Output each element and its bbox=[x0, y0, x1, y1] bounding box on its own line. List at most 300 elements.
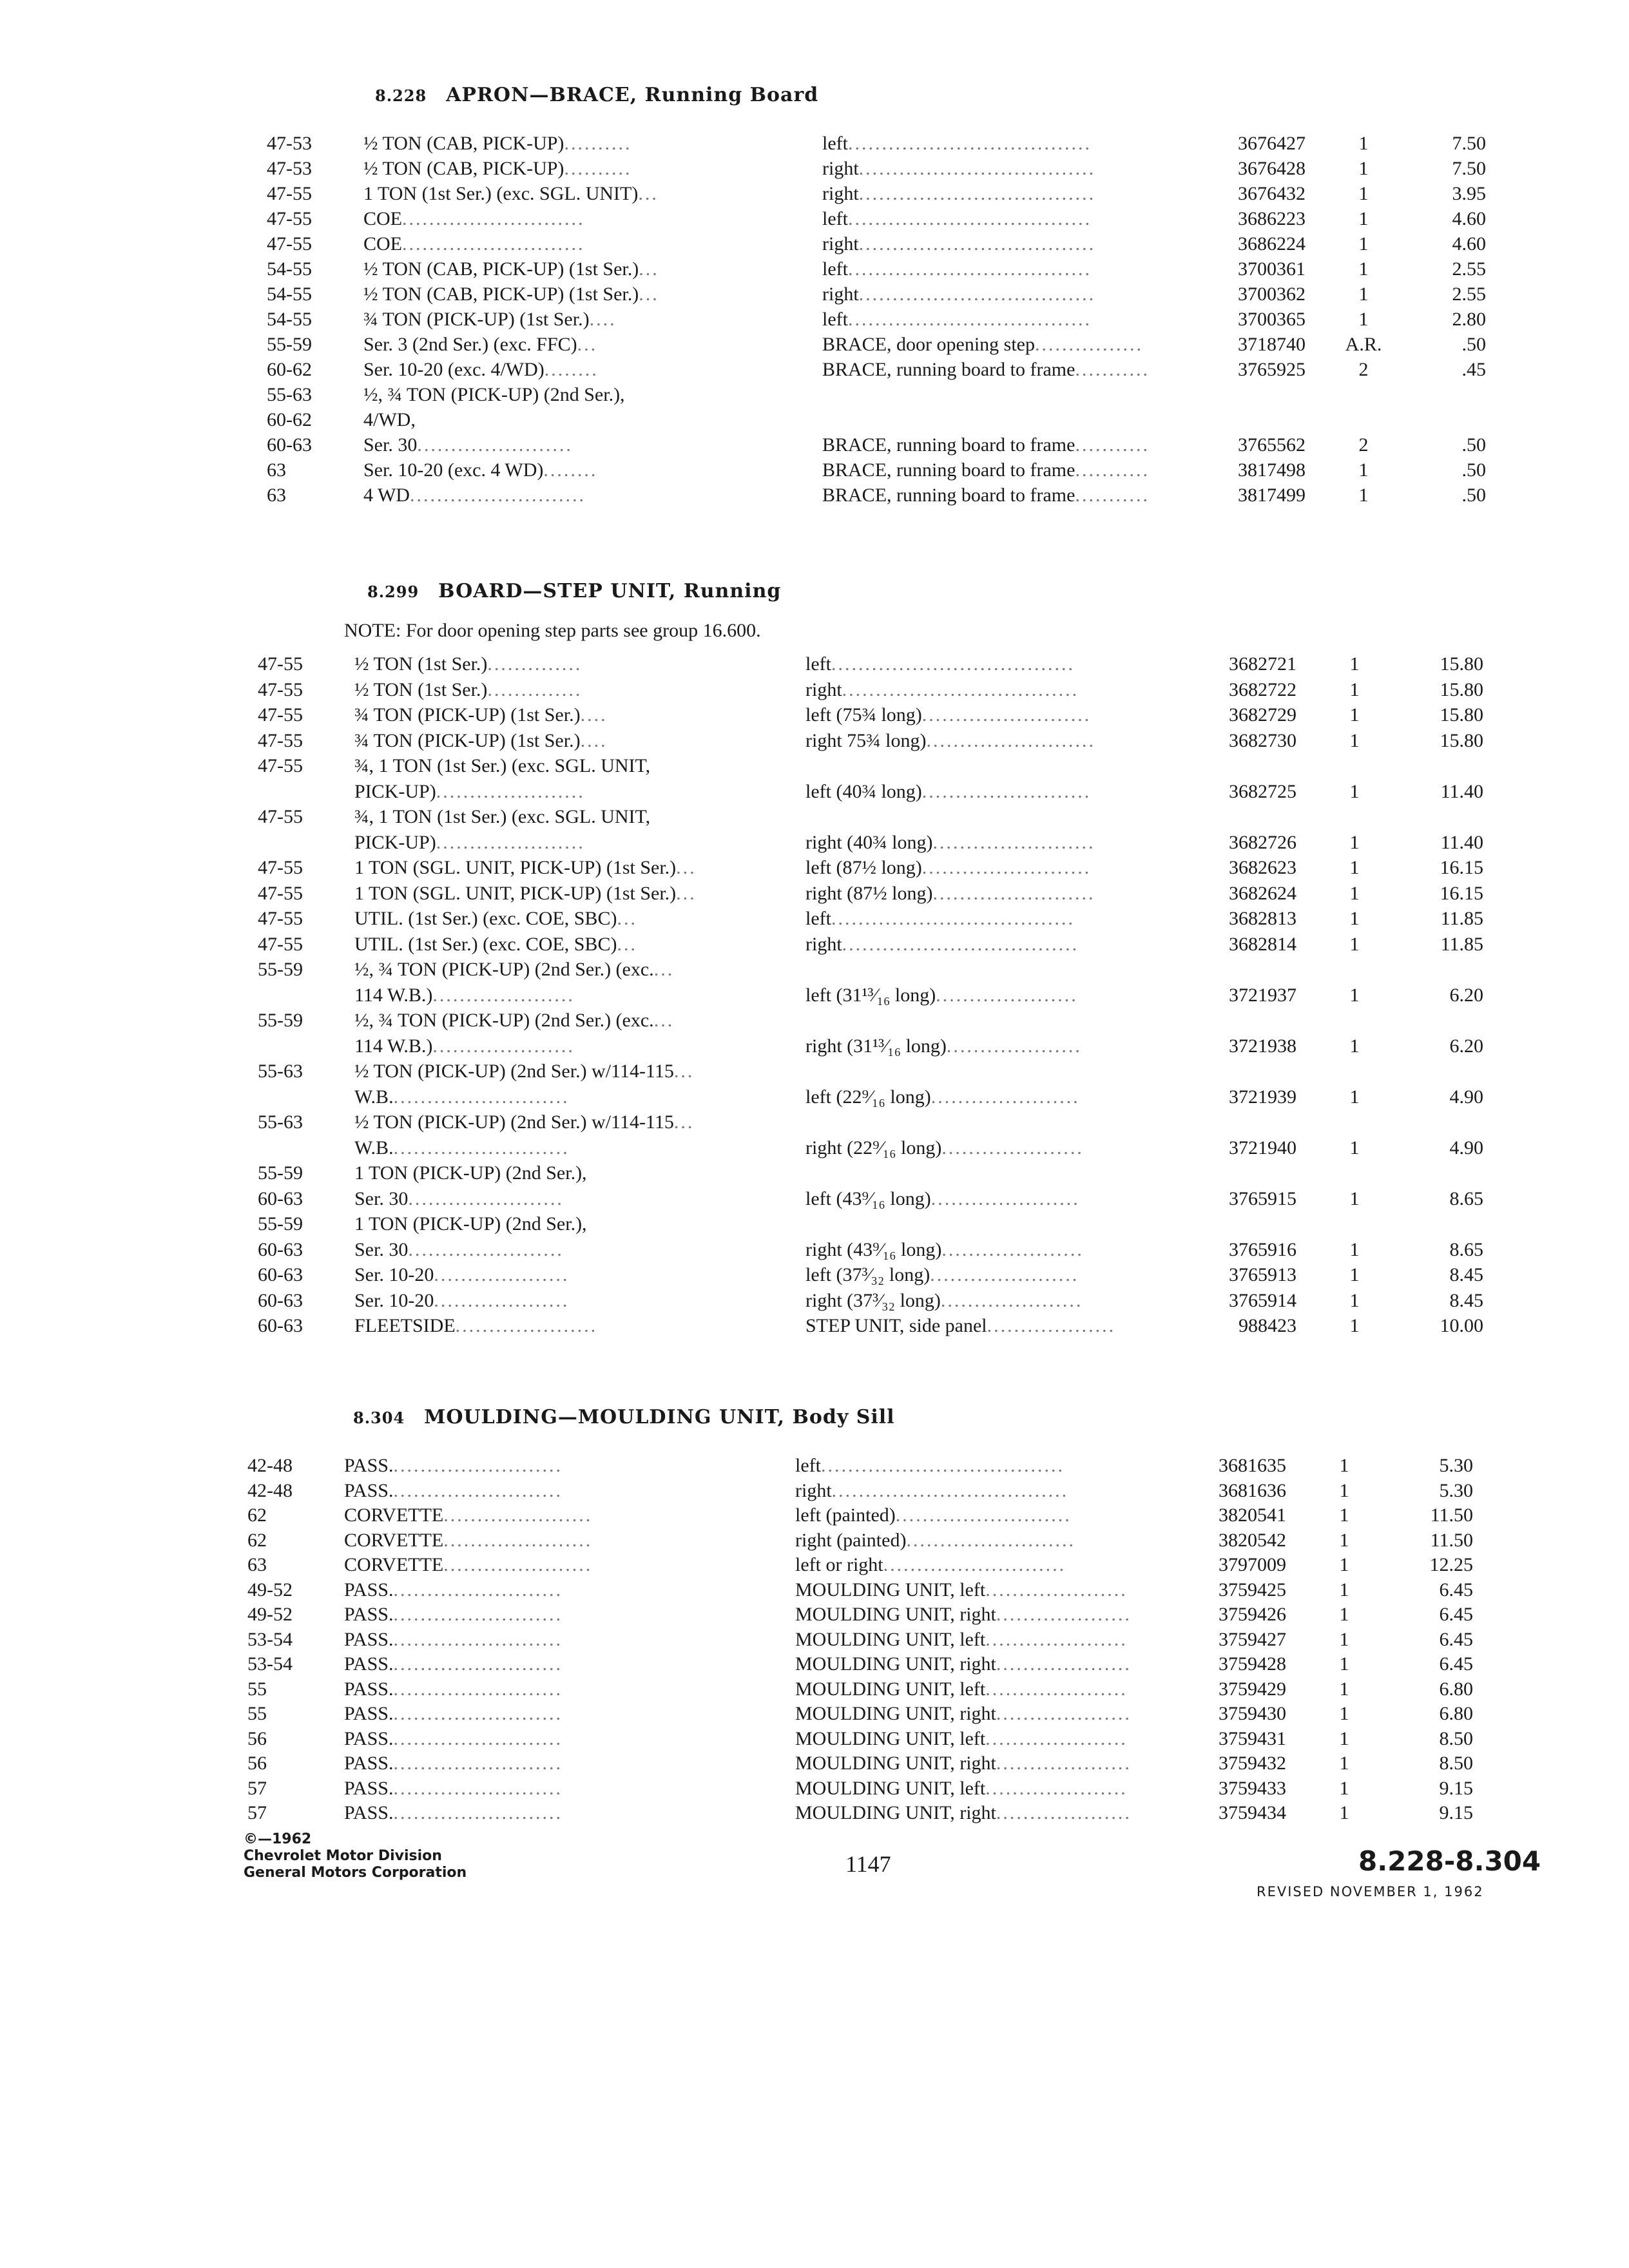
price-cell: 4.90 bbox=[1449, 1137, 1483, 1158]
leader-dots: .................... bbox=[996, 1753, 1132, 1774]
part-number-cell: 3820542 bbox=[1219, 1529, 1286, 1551]
part-number-cell: 3682624 bbox=[1229, 882, 1296, 904]
leader-dots: ........................... bbox=[402, 208, 585, 229]
part-number-cell: 3759430 bbox=[1219, 1703, 1286, 1724]
table-row bbox=[258, 1314, 1482, 1338]
quantity-cell: 1 bbox=[1339, 1653, 1349, 1675]
price-cell: 11.40 bbox=[1440, 831, 1483, 853]
leader-dots: ................................... bbox=[858, 284, 1096, 305]
table-row bbox=[258, 907, 1482, 931]
model-cell: COE........................... bbox=[363, 208, 585, 229]
part-number-cell: 3721940 bbox=[1229, 1137, 1296, 1158]
table-row bbox=[247, 1628, 1472, 1652]
years-cell: 47-55 bbox=[258, 755, 303, 776]
leader-dots: .... bbox=[589, 309, 617, 330]
leader-dots: ..................... bbox=[985, 1777, 1128, 1799]
model-cell: Ser. 30....................... bbox=[354, 1187, 564, 1209]
leader-dots: ... bbox=[639, 258, 659, 280]
leader-dots: ..................... bbox=[985, 1579, 1128, 1600]
description-cell: left.................................... bbox=[805, 908, 1075, 929]
leader-dots: .................................... bbox=[847, 208, 1092, 229]
description-cell: right (31¹³⁄₁₆ long).................... bbox=[805, 1035, 1082, 1057]
part-number-cell: 3765562 bbox=[1238, 434, 1306, 456]
description-cell: left or right........................... bbox=[795, 1554, 1066, 1575]
price-cell: 9.15 bbox=[1439, 1777, 1473, 1799]
description-cell: MOULDING UNIT, right.................... bbox=[795, 1802, 1132, 1823]
section-number: 8.304 bbox=[353, 1408, 405, 1427]
price-cell: 11.85 bbox=[1440, 933, 1483, 955]
part-number-cell: 3759431 bbox=[1219, 1727, 1286, 1749]
leader-dots: ..................... bbox=[455, 1315, 598, 1336]
leader-dots: .................................... bbox=[820, 1455, 1065, 1476]
quantity-cell: 1 bbox=[1349, 1238, 1360, 1260]
leader-dots: ... bbox=[577, 334, 598, 355]
model-cell: ½ TON (CAB, PICK-UP) (1st Ser.)... bbox=[363, 258, 659, 280]
table-row bbox=[258, 1110, 1482, 1135]
part-number-cell: 3700362 bbox=[1238, 284, 1306, 305]
section-number: 8.299 bbox=[367, 582, 419, 601]
leader-dots: .................... bbox=[996, 1604, 1132, 1625]
leader-dots: ..................... bbox=[985, 1678, 1128, 1700]
quantity-cell: 1 bbox=[1339, 1753, 1349, 1774]
part-number-cell: 3681636 bbox=[1219, 1479, 1286, 1501]
part-number-cell: 3682623 bbox=[1229, 857, 1296, 878]
table-row bbox=[267, 383, 1491, 407]
leader-dots: ......................... bbox=[393, 1753, 563, 1774]
table-row bbox=[258, 678, 1482, 702]
leader-dots: ................................... bbox=[858, 233, 1096, 255]
years-cell: 60-63 bbox=[258, 1187, 303, 1209]
model-cell: PASS.......................... bbox=[344, 1703, 563, 1724]
leader-dots: ................................... bbox=[842, 933, 1079, 955]
quantity-cell: 1 bbox=[1349, 1315, 1360, 1336]
leader-dots: ......................... bbox=[393, 1479, 563, 1501]
table-row bbox=[258, 1059, 1482, 1084]
leader-dots: ....................... bbox=[408, 1238, 564, 1260]
years-cell: 62 bbox=[247, 1504, 267, 1526]
quantity-cell: 1 bbox=[1349, 678, 1360, 700]
price-cell: 10.00 bbox=[1440, 1315, 1483, 1336]
table-row bbox=[258, 703, 1482, 727]
part-number-cell: 3721937 bbox=[1229, 984, 1296, 1006]
part-number-cell: 3676428 bbox=[1238, 158, 1306, 179]
price-cell: 2.55 bbox=[1452, 258, 1486, 280]
table-row bbox=[258, 729, 1482, 753]
leader-dots: .......................... bbox=[393, 1086, 570, 1108]
price-cell: 7.50 bbox=[1452, 158, 1486, 179]
quantity-cell: 1 bbox=[1349, 1187, 1360, 1209]
years-cell: 63 bbox=[247, 1554, 267, 1575]
table-row bbox=[258, 1034, 1482, 1059]
price-cell: 15.80 bbox=[1440, 653, 1483, 675]
years-cell: 54-55 bbox=[267, 284, 312, 305]
model-cell: UTIL. (1st Ser.) (exc. COE, SBC)... bbox=[354, 908, 637, 929]
quantity-cell: 1 bbox=[1349, 1264, 1360, 1285]
leader-dots: .......... bbox=[564, 133, 632, 154]
quantity-cell: 1 bbox=[1349, 1035, 1360, 1057]
quantity-cell: 1 bbox=[1339, 1604, 1349, 1625]
years-cell: 60-63 bbox=[258, 1289, 303, 1311]
quantity-cell: 1 bbox=[1349, 704, 1360, 726]
part-number-cell: 3817499 bbox=[1238, 485, 1306, 506]
table-row bbox=[258, 957, 1482, 982]
leader-dots: ..................... bbox=[985, 1727, 1128, 1749]
years-cell: 63 bbox=[267, 485, 286, 506]
leader-dots: ....................... bbox=[417, 434, 573, 456]
years-cell: 55-59 bbox=[258, 959, 303, 980]
description-cell: right (87½ long)........................ bbox=[805, 882, 1095, 904]
model-cell: 1 TON (PICK-UP) (2nd Ser.), bbox=[354, 1213, 587, 1235]
leader-dots: .... bbox=[580, 704, 608, 726]
quantity-cell: 1 bbox=[1358, 183, 1369, 204]
table-row bbox=[258, 881, 1482, 906]
leader-dots: ......................... bbox=[393, 1678, 563, 1700]
section-title: MOULDING—MOULDING UNIT, Body Sill bbox=[424, 1406, 895, 1428]
price-cell: 16.15 bbox=[1440, 857, 1483, 878]
years-cell: 55-59 bbox=[258, 1010, 303, 1031]
leader-dots: ... bbox=[673, 1111, 695, 1133]
model-cell: ½ TON (CAB, PICK-UP).......... bbox=[363, 133, 632, 154]
years-cell: 57 bbox=[247, 1802, 267, 1823]
part-number-cell: 3682729 bbox=[1229, 704, 1296, 726]
years-cell: 62 bbox=[247, 1529, 267, 1551]
years-cell: 60-63 bbox=[267, 434, 312, 456]
leader-dots: .............. bbox=[487, 653, 583, 675]
leader-dots: .................................... bbox=[847, 309, 1092, 330]
table-row bbox=[267, 131, 1491, 156]
table-row bbox=[247, 1454, 1472, 1478]
leader-dots: .................... bbox=[434, 1289, 570, 1311]
part-number-cell: 3820541 bbox=[1219, 1504, 1286, 1526]
leader-dots: .......................... bbox=[895, 1504, 1072, 1526]
years-cell: 47-53 bbox=[267, 158, 312, 179]
quantity-cell: 1 bbox=[1339, 1554, 1349, 1575]
years-cell: 60-63 bbox=[258, 1264, 303, 1285]
description-cell: MOULDING UNIT, left..................... bbox=[795, 1628, 1128, 1650]
part-number-cell: 3681635 bbox=[1219, 1455, 1286, 1476]
leader-dots: ... bbox=[676, 882, 697, 904]
quantity-cell: 1 bbox=[1358, 233, 1369, 255]
years-cell: 55 bbox=[247, 1703, 267, 1724]
price-cell: .50 bbox=[1461, 459, 1486, 481]
price-cell: .50 bbox=[1461, 434, 1486, 456]
leader-dots: ......................... bbox=[921, 780, 1092, 802]
years-cell: 55-63 bbox=[258, 1061, 303, 1082]
price-cell: .45 bbox=[1461, 359, 1486, 380]
leader-dots: ......................... bbox=[393, 1653, 563, 1675]
leader-dots: ......................... bbox=[393, 1727, 563, 1749]
quantity-cell: 1 bbox=[1349, 1137, 1360, 1158]
model-cell: Ser. 10-20 (exc. 4 WD)........ bbox=[363, 459, 598, 481]
table-row bbox=[267, 182, 1491, 206]
table-row bbox=[247, 1776, 1472, 1801]
model-cell: 1 TON (SGL. UNIT, PICK-UP) (1st Ser.)... bbox=[354, 857, 697, 878]
price-cell: 15.80 bbox=[1440, 678, 1483, 700]
model-cell: Ser. 10-20.................... bbox=[354, 1289, 570, 1311]
leader-dots: ......................... bbox=[921, 704, 1092, 726]
leader-dots: ........................ bbox=[932, 882, 1095, 904]
quantity-cell: 1 bbox=[1349, 882, 1360, 904]
section-note: NOTE: For door opening step parts see group 16.600. bbox=[344, 620, 761, 641]
part-number-cell: 3817498 bbox=[1238, 459, 1306, 481]
part-number-cell: 3759429 bbox=[1219, 1678, 1286, 1700]
leader-dots: ................................... bbox=[858, 183, 1096, 204]
part-number-cell: 3700365 bbox=[1238, 309, 1306, 330]
table-row bbox=[258, 1212, 1482, 1236]
part-number-cell: 3765913 bbox=[1229, 1264, 1296, 1285]
description-cell: right (40¾ long)........................ bbox=[805, 831, 1095, 853]
table-row bbox=[247, 1677, 1472, 1702]
table-row bbox=[258, 780, 1482, 804]
years-cell: 55 bbox=[247, 1678, 267, 1700]
model-cell: 1 TON (SGL. UNIT, PICK-UP) (1st Ser.)... bbox=[354, 882, 697, 904]
description-cell: MOULDING UNIT, left..................... bbox=[795, 1777, 1128, 1799]
part-number-cell: 3682725 bbox=[1229, 780, 1296, 802]
quantity-cell: 1 bbox=[1349, 933, 1360, 955]
years-cell: 49-52 bbox=[247, 1579, 293, 1600]
table-row bbox=[247, 1727, 1472, 1751]
leader-dots: ......................... bbox=[393, 1455, 563, 1476]
description-cell: left.................................... bbox=[805, 653, 1075, 675]
table-row bbox=[267, 358, 1491, 382]
years-cell: 47-55 bbox=[258, 653, 303, 675]
quantity-cell: 1 bbox=[1358, 208, 1369, 229]
price-cell: 3.95 bbox=[1452, 183, 1486, 204]
description-cell: right................................... bbox=[822, 233, 1096, 255]
quantity-cell: 1 bbox=[1349, 729, 1360, 751]
price-cell: 16.15 bbox=[1440, 882, 1483, 904]
table-row bbox=[258, 932, 1482, 957]
years-cell: 55-59 bbox=[258, 1162, 303, 1184]
leader-dots: ... bbox=[617, 908, 637, 929]
part-number-cell: 3686223 bbox=[1238, 208, 1306, 229]
table-row bbox=[258, 983, 1482, 1008]
part-number-cell: 3765914 bbox=[1229, 1289, 1296, 1311]
quantity-cell: 1 bbox=[1349, 831, 1360, 853]
section-heading bbox=[353, 1406, 895, 1428]
quantity-cell: 1 bbox=[1339, 1703, 1349, 1724]
model-cell: 114 W.B.)..................... bbox=[354, 984, 575, 1006]
price-cell: 4.90 bbox=[1449, 1086, 1483, 1108]
quantity-cell: 1 bbox=[1349, 653, 1360, 675]
part-number-cell: 3682721 bbox=[1229, 653, 1296, 675]
quantity-cell: 1 bbox=[1339, 1628, 1349, 1650]
leader-dots: ........... bbox=[1075, 485, 1150, 506]
price-cell: 2.55 bbox=[1452, 284, 1486, 305]
years-cell: 47-53 bbox=[267, 133, 312, 154]
table-row bbox=[258, 805, 1482, 829]
model-cell: 1 TON (PICK-UP) (2nd Ser.), bbox=[354, 1162, 587, 1184]
leader-dots: .................................... bbox=[847, 133, 1092, 154]
part-number-cell: 3682814 bbox=[1229, 933, 1296, 955]
quantity-cell: 1 bbox=[1358, 133, 1369, 154]
price-cell: .50 bbox=[1461, 334, 1486, 355]
leader-dots: ......................... bbox=[393, 1802, 563, 1823]
leader-dots: ......................... bbox=[393, 1604, 563, 1625]
table-row bbox=[267, 408, 1491, 432]
description-cell: left (43⁹⁄₁₆ long)...................... bbox=[805, 1187, 1080, 1209]
description-cell: BRACE, running board to frame........... bbox=[822, 459, 1150, 481]
description-cell: right 75¾ long)......................... bbox=[805, 729, 1095, 751]
model-cell: ½ TON (1st Ser.).............. bbox=[354, 678, 583, 700]
quantity-cell: 1 bbox=[1349, 984, 1360, 1006]
description-cell: MOULDING UNIT, left..................... bbox=[795, 1727, 1128, 1749]
price-cell: 8.45 bbox=[1449, 1264, 1483, 1285]
model-cell: PASS.......................... bbox=[344, 1678, 563, 1700]
leader-dots: ......................... bbox=[393, 1703, 563, 1724]
years-cell: 49-52 bbox=[247, 1604, 293, 1625]
leader-dots: ........... bbox=[1075, 434, 1150, 456]
price-cell: 5.30 bbox=[1439, 1479, 1473, 1501]
model-cell: PASS.......................... bbox=[344, 1455, 563, 1476]
table-row bbox=[247, 1751, 1472, 1776]
leader-dots: ... bbox=[617, 933, 637, 955]
description-cell: BRACE, running board to frame........... bbox=[822, 485, 1150, 506]
division: Chevrolet Motor Division bbox=[244, 1848, 442, 1864]
quantity-cell: 1 bbox=[1349, 1086, 1360, 1108]
parts-table bbox=[267, 131, 1491, 531]
table-row bbox=[247, 1652, 1472, 1677]
model-cell: ¾, 1 TON (1st Ser.) (exc. SGL. UNIT, bbox=[354, 755, 651, 776]
part-number-cell: 3721939 bbox=[1229, 1086, 1296, 1108]
leader-dots: .................... bbox=[996, 1802, 1132, 1823]
description-cell: MOULDING UNIT, left..................... bbox=[795, 1579, 1128, 1600]
table-row bbox=[267, 307, 1491, 332]
leader-dots: .................................... bbox=[831, 653, 1075, 675]
part-number-cell: 988423 bbox=[1239, 1315, 1296, 1336]
table-row bbox=[267, 282, 1491, 307]
years-cell: 60-62 bbox=[267, 409, 312, 430]
years-cell: 42-48 bbox=[247, 1479, 293, 1501]
section-title: APRON—BRACE, Running Board bbox=[446, 84, 819, 106]
quantity-cell: 1 bbox=[1339, 1504, 1349, 1526]
description-cell: left (31¹³⁄₁₆ long)..................... bbox=[805, 984, 1078, 1006]
model-cell: FLEETSIDE..................... bbox=[354, 1315, 598, 1336]
model-cell: CORVETTE...................... bbox=[344, 1554, 593, 1575]
part-number-cell: 3682726 bbox=[1229, 831, 1296, 853]
quantity-cell: 1 bbox=[1349, 908, 1360, 929]
model-cell: Ser. 10-20.................... bbox=[354, 1264, 570, 1285]
description-cell: BRACE, door opening step................ bbox=[822, 334, 1143, 355]
leader-dots: ...................... bbox=[443, 1529, 593, 1551]
leader-dots: ......................... bbox=[393, 1579, 563, 1600]
years-cell: 47-55 bbox=[258, 882, 303, 904]
table-row bbox=[258, 1008, 1482, 1033]
table-row bbox=[258, 1238, 1482, 1262]
price-cell: 15.80 bbox=[1440, 704, 1483, 726]
price-cell: 11.50 bbox=[1430, 1529, 1473, 1551]
corporation: General Motors Corporation bbox=[244, 1865, 467, 1881]
leader-dots: ...................... bbox=[930, 1264, 1079, 1285]
years-cell: 55-59 bbox=[267, 334, 312, 355]
model-cell: PICK-UP)...................... bbox=[354, 780, 585, 802]
years-cell: 47-55 bbox=[258, 908, 303, 929]
leader-dots: ........ bbox=[544, 359, 599, 380]
model-cell: PASS.......................... bbox=[344, 1777, 563, 1799]
leader-dots: .................................... bbox=[847, 258, 1092, 280]
leader-dots: ........... bbox=[1075, 459, 1150, 481]
model-cell: W.B........................... bbox=[354, 1137, 570, 1158]
leader-dots: ... bbox=[653, 1010, 675, 1031]
leader-dots: .......................... bbox=[393, 1137, 570, 1158]
table-row bbox=[258, 1085, 1482, 1110]
model-cell: ½ TON (CAB, PICK-UP).......... bbox=[363, 158, 632, 179]
description-cell: BRACE, running board to frame........... bbox=[822, 359, 1150, 380]
leader-dots: ................ bbox=[1035, 334, 1143, 355]
quantity-cell: 1 bbox=[1339, 1727, 1349, 1749]
quantity-cell: 2 bbox=[1358, 359, 1369, 380]
model-cell: PASS.......................... bbox=[344, 1579, 563, 1600]
model-cell: ½, ¾ TON (PICK-UP) (2nd Ser.) (exc.... bbox=[354, 1010, 675, 1031]
years-cell: 47-55 bbox=[258, 704, 303, 726]
table-row bbox=[267, 433, 1491, 457]
model-cell: ½ TON (CAB, PICK-UP) (1st Ser.)... bbox=[363, 284, 659, 305]
table-row bbox=[258, 1161, 1482, 1186]
description-cell: left.................................... bbox=[822, 258, 1092, 280]
model-cell: ½ TON (1st Ser.).............. bbox=[354, 653, 583, 675]
part-number-cell: 3759426 bbox=[1219, 1604, 1286, 1625]
description-cell: right................................... bbox=[822, 158, 1096, 179]
model-cell: ½ TON (PICK-UP) (2nd Ser.) w/114-115... bbox=[354, 1111, 695, 1133]
leader-dots: ...................... bbox=[930, 1086, 1080, 1108]
leader-dots: ................................... bbox=[858, 158, 1096, 179]
years-cell: 47-55 bbox=[258, 933, 303, 955]
section-heading bbox=[367, 580, 781, 602]
model-cell: Ser. 10-20 (exc. 4/WD)........ bbox=[363, 359, 599, 380]
leader-dots: ..................... bbox=[940, 1289, 1083, 1311]
price-cell: .50 bbox=[1461, 485, 1486, 506]
quantity-cell: 1 bbox=[1349, 1289, 1360, 1311]
price-cell: 6.80 bbox=[1439, 1678, 1473, 1700]
description-cell: MOULDING UNIT, right.................... bbox=[795, 1604, 1132, 1625]
description-cell: left (22⁹⁄₁₆ long)...................... bbox=[805, 1086, 1080, 1108]
model-cell: PASS.......................... bbox=[344, 1604, 563, 1625]
quantity-cell: 1 bbox=[1358, 485, 1369, 506]
model-cell: 4 WD.......................... bbox=[363, 485, 586, 506]
leader-dots: ... bbox=[653, 959, 675, 980]
price-cell: 6.45 bbox=[1439, 1653, 1473, 1675]
quantity-cell: 1 bbox=[1358, 158, 1369, 179]
table-row bbox=[267, 483, 1491, 508]
part-number-cell: 3759434 bbox=[1219, 1802, 1286, 1823]
description-cell: left (75¾ long)......................... bbox=[805, 704, 1092, 726]
model-cell: ¾ TON (PICK-UP) (1st Ser.).... bbox=[363, 309, 617, 330]
table-row bbox=[258, 1136, 1482, 1160]
description-cell: MOULDING UNIT, right.................... bbox=[795, 1653, 1132, 1675]
leader-dots: ......................... bbox=[906, 1529, 1075, 1551]
part-number-cell: 3759425 bbox=[1219, 1579, 1286, 1600]
leader-dots: ...................... bbox=[443, 1554, 593, 1575]
leader-dots: ..................... bbox=[985, 1628, 1128, 1650]
leader-dots: ...................... bbox=[436, 780, 585, 802]
quantity-cell: 1 bbox=[1339, 1802, 1349, 1823]
table-row bbox=[258, 856, 1482, 880]
years-cell: 54-55 bbox=[267, 258, 312, 280]
quantity-cell: 1 bbox=[1339, 1678, 1349, 1700]
description-cell: right (43⁹⁄₁₆ long)..................... bbox=[805, 1238, 1084, 1260]
description-cell: left (40¾ long)......................... bbox=[805, 780, 1092, 802]
years-cell: 47-55 bbox=[258, 857, 303, 878]
description-cell: BRACE, running board to frame........... bbox=[822, 434, 1150, 456]
price-cell: 15.80 bbox=[1440, 729, 1483, 751]
model-cell: 114 W.B.)..................... bbox=[354, 1035, 575, 1057]
years-cell: 47-55 bbox=[258, 678, 303, 700]
part-number-cell: 3759428 bbox=[1219, 1653, 1286, 1675]
section-heading bbox=[375, 84, 818, 106]
leader-dots: ........... bbox=[1075, 359, 1150, 380]
leader-dots: ........................... bbox=[402, 233, 585, 255]
leader-dots: ... bbox=[638, 183, 659, 204]
